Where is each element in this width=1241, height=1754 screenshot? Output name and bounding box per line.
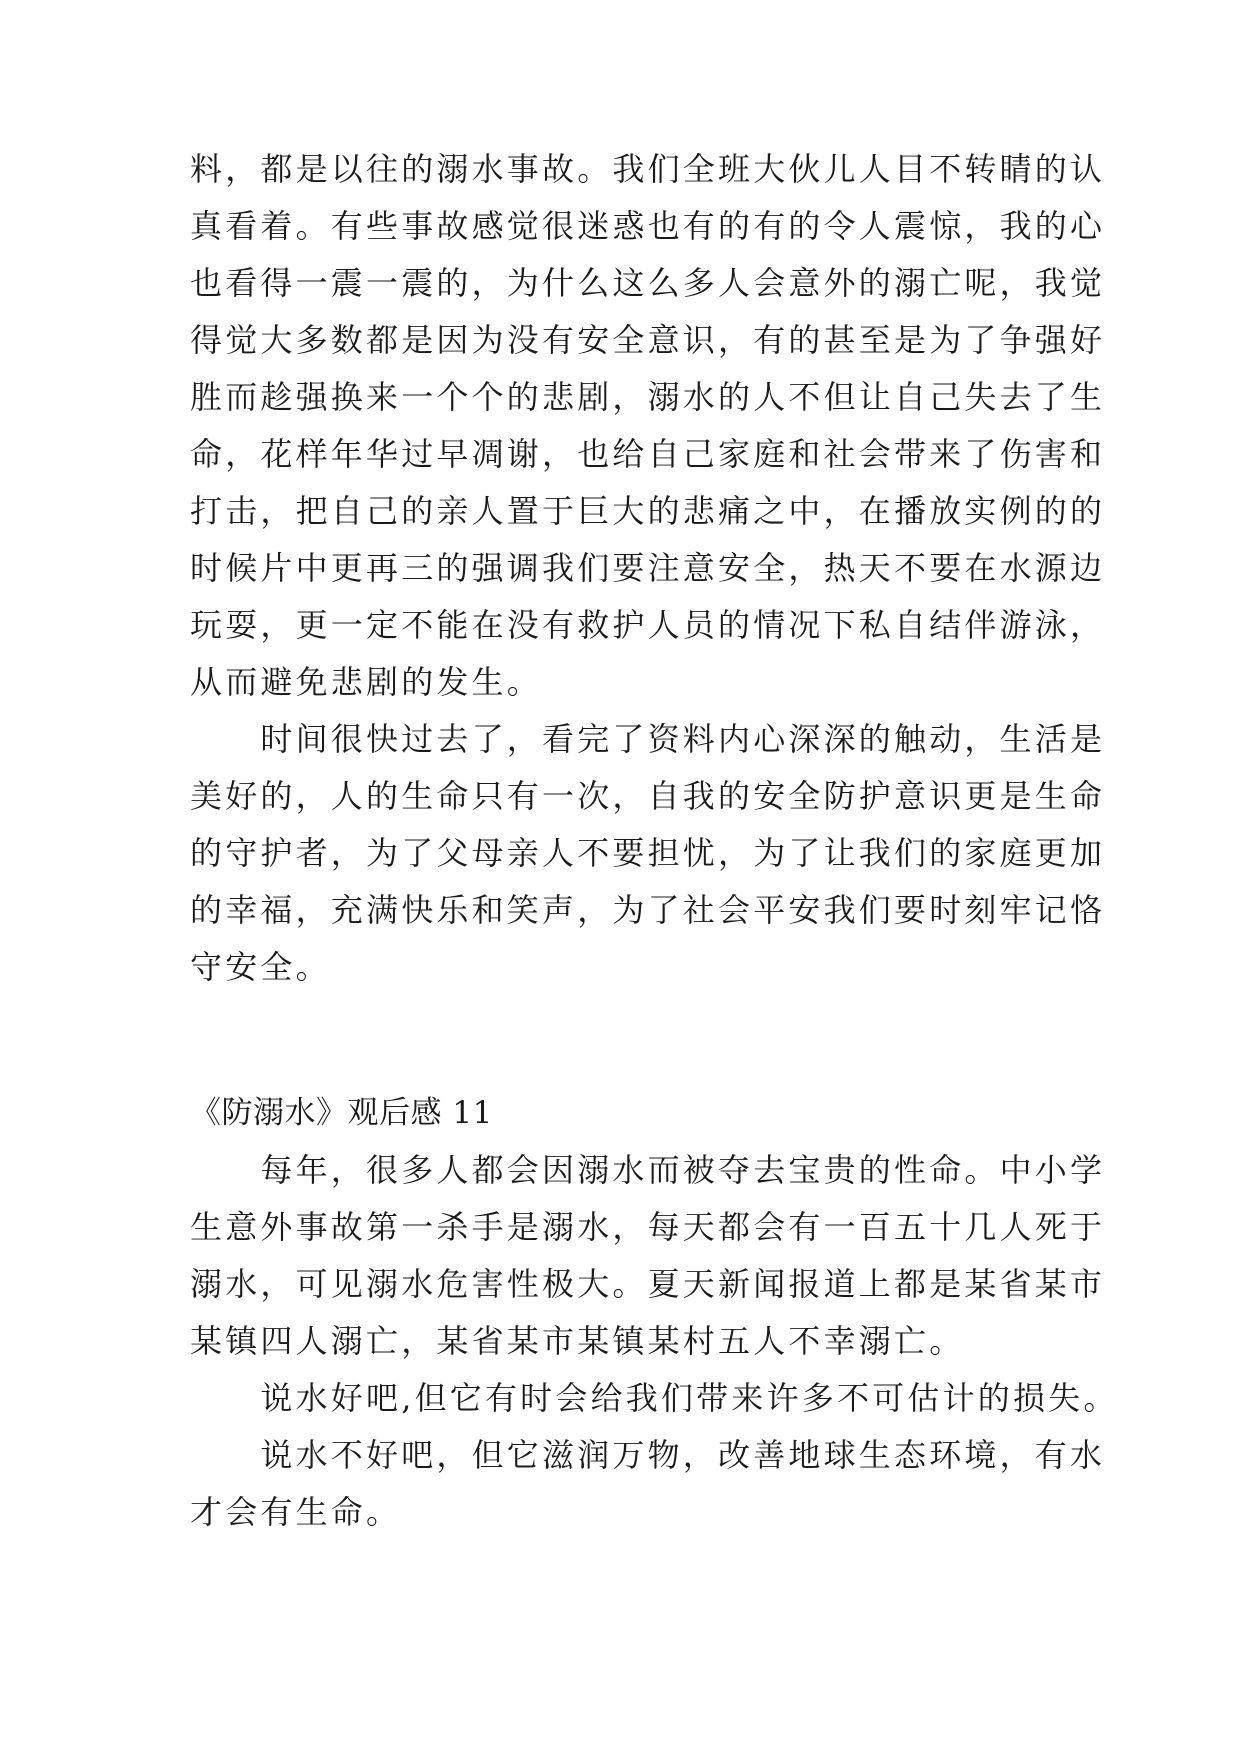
text-line: 的幸福，充满快乐和笑声，为了社会平安我们要时刻牢记恪 [190, 891, 1106, 929]
text-line: 也看得一震一震的，为什么这么多人会意外的溺亡呢，我觉 [190, 264, 1106, 302]
text-line: 时候片中更再三的强调我们要注意安全，热天不要在水源边 [190, 549, 1106, 587]
text-line: 每年，很多人都会因溺水而被夺去宝贵的性命。中小学 [190, 1151, 1106, 1189]
text-line: 命，花样年华过早凋谢，也给自己家庭和社会带来了伤害和 [190, 435, 1106, 473]
text-line: 才会有生命。 [190, 1493, 402, 1531]
text-line: 守安全。 [190, 948, 331, 986]
section-paragraph-1 [190, 1142, 1106, 1370]
text-line: 某镇四人溺亡，某省某市某镇某村五人不幸溺亡。 [190, 1322, 965, 1360]
text-line: 从而避免悲剧的发生。 [190, 663, 543, 701]
text-line: 的守护者，为了父母亲人不要担忧，为了让我们的家庭更加 [190, 834, 1106, 872]
text-line: 说水好吧,但它有时会给我们带来许多不可估计的损失。 [190, 1379, 1119, 1417]
text-line: 胜而趁强换来一个个的悲剧，溺水的人不但让自己失去了生 [190, 378, 1106, 416]
text-line: 溺水，可见溺水危害性极大。夏天新闻报道上都是某省某市 [190, 1265, 1106, 1303]
section-title: 《防溺水》观后感 11 [190, 1095, 493, 1131]
section-paragraph-3 [190, 1427, 1106, 1541]
text-line: 时间很快过去了，看完了资料内心深深的触动，生活是 [190, 720, 1106, 758]
text-line: 美好的，人的生命只有一次，自我的安全防护意识更是生命 [190, 777, 1106, 815]
text-line: 真看着。有些事故感觉很迷惑也有的有的令人震惊，我的心 [190, 207, 1106, 245]
paragraph-2 [190, 711, 1106, 996]
text-line: 玩耍，更一定不能在没有救护人员的情况下私自结伴游泳， [190, 606, 1106, 644]
text-line: 生意外事故第一杀手是溺水，每天都会有一百五十几人死于 [190, 1208, 1106, 1246]
text-line: 说水不好吧，但它滋润万物，改善地球生态环境，有水 [190, 1436, 1106, 1474]
section-heading-block [190, 1085, 1050, 1142]
section-paragraph-2 [190, 1370, 1119, 1427]
text-line: 打击，把自己的亲人置于巨大的悲痛之中，在播放实例的的 [190, 492, 1106, 530]
text-line: 得觉大多数都是因为没有安全意识，有的甚至是为了争强好 [190, 321, 1106, 359]
text-line: 料，都是以往的溺水事故。我们全班大伙儿人目不转睛的认 [190, 150, 1106, 188]
paragraph-1 [190, 141, 1106, 711]
